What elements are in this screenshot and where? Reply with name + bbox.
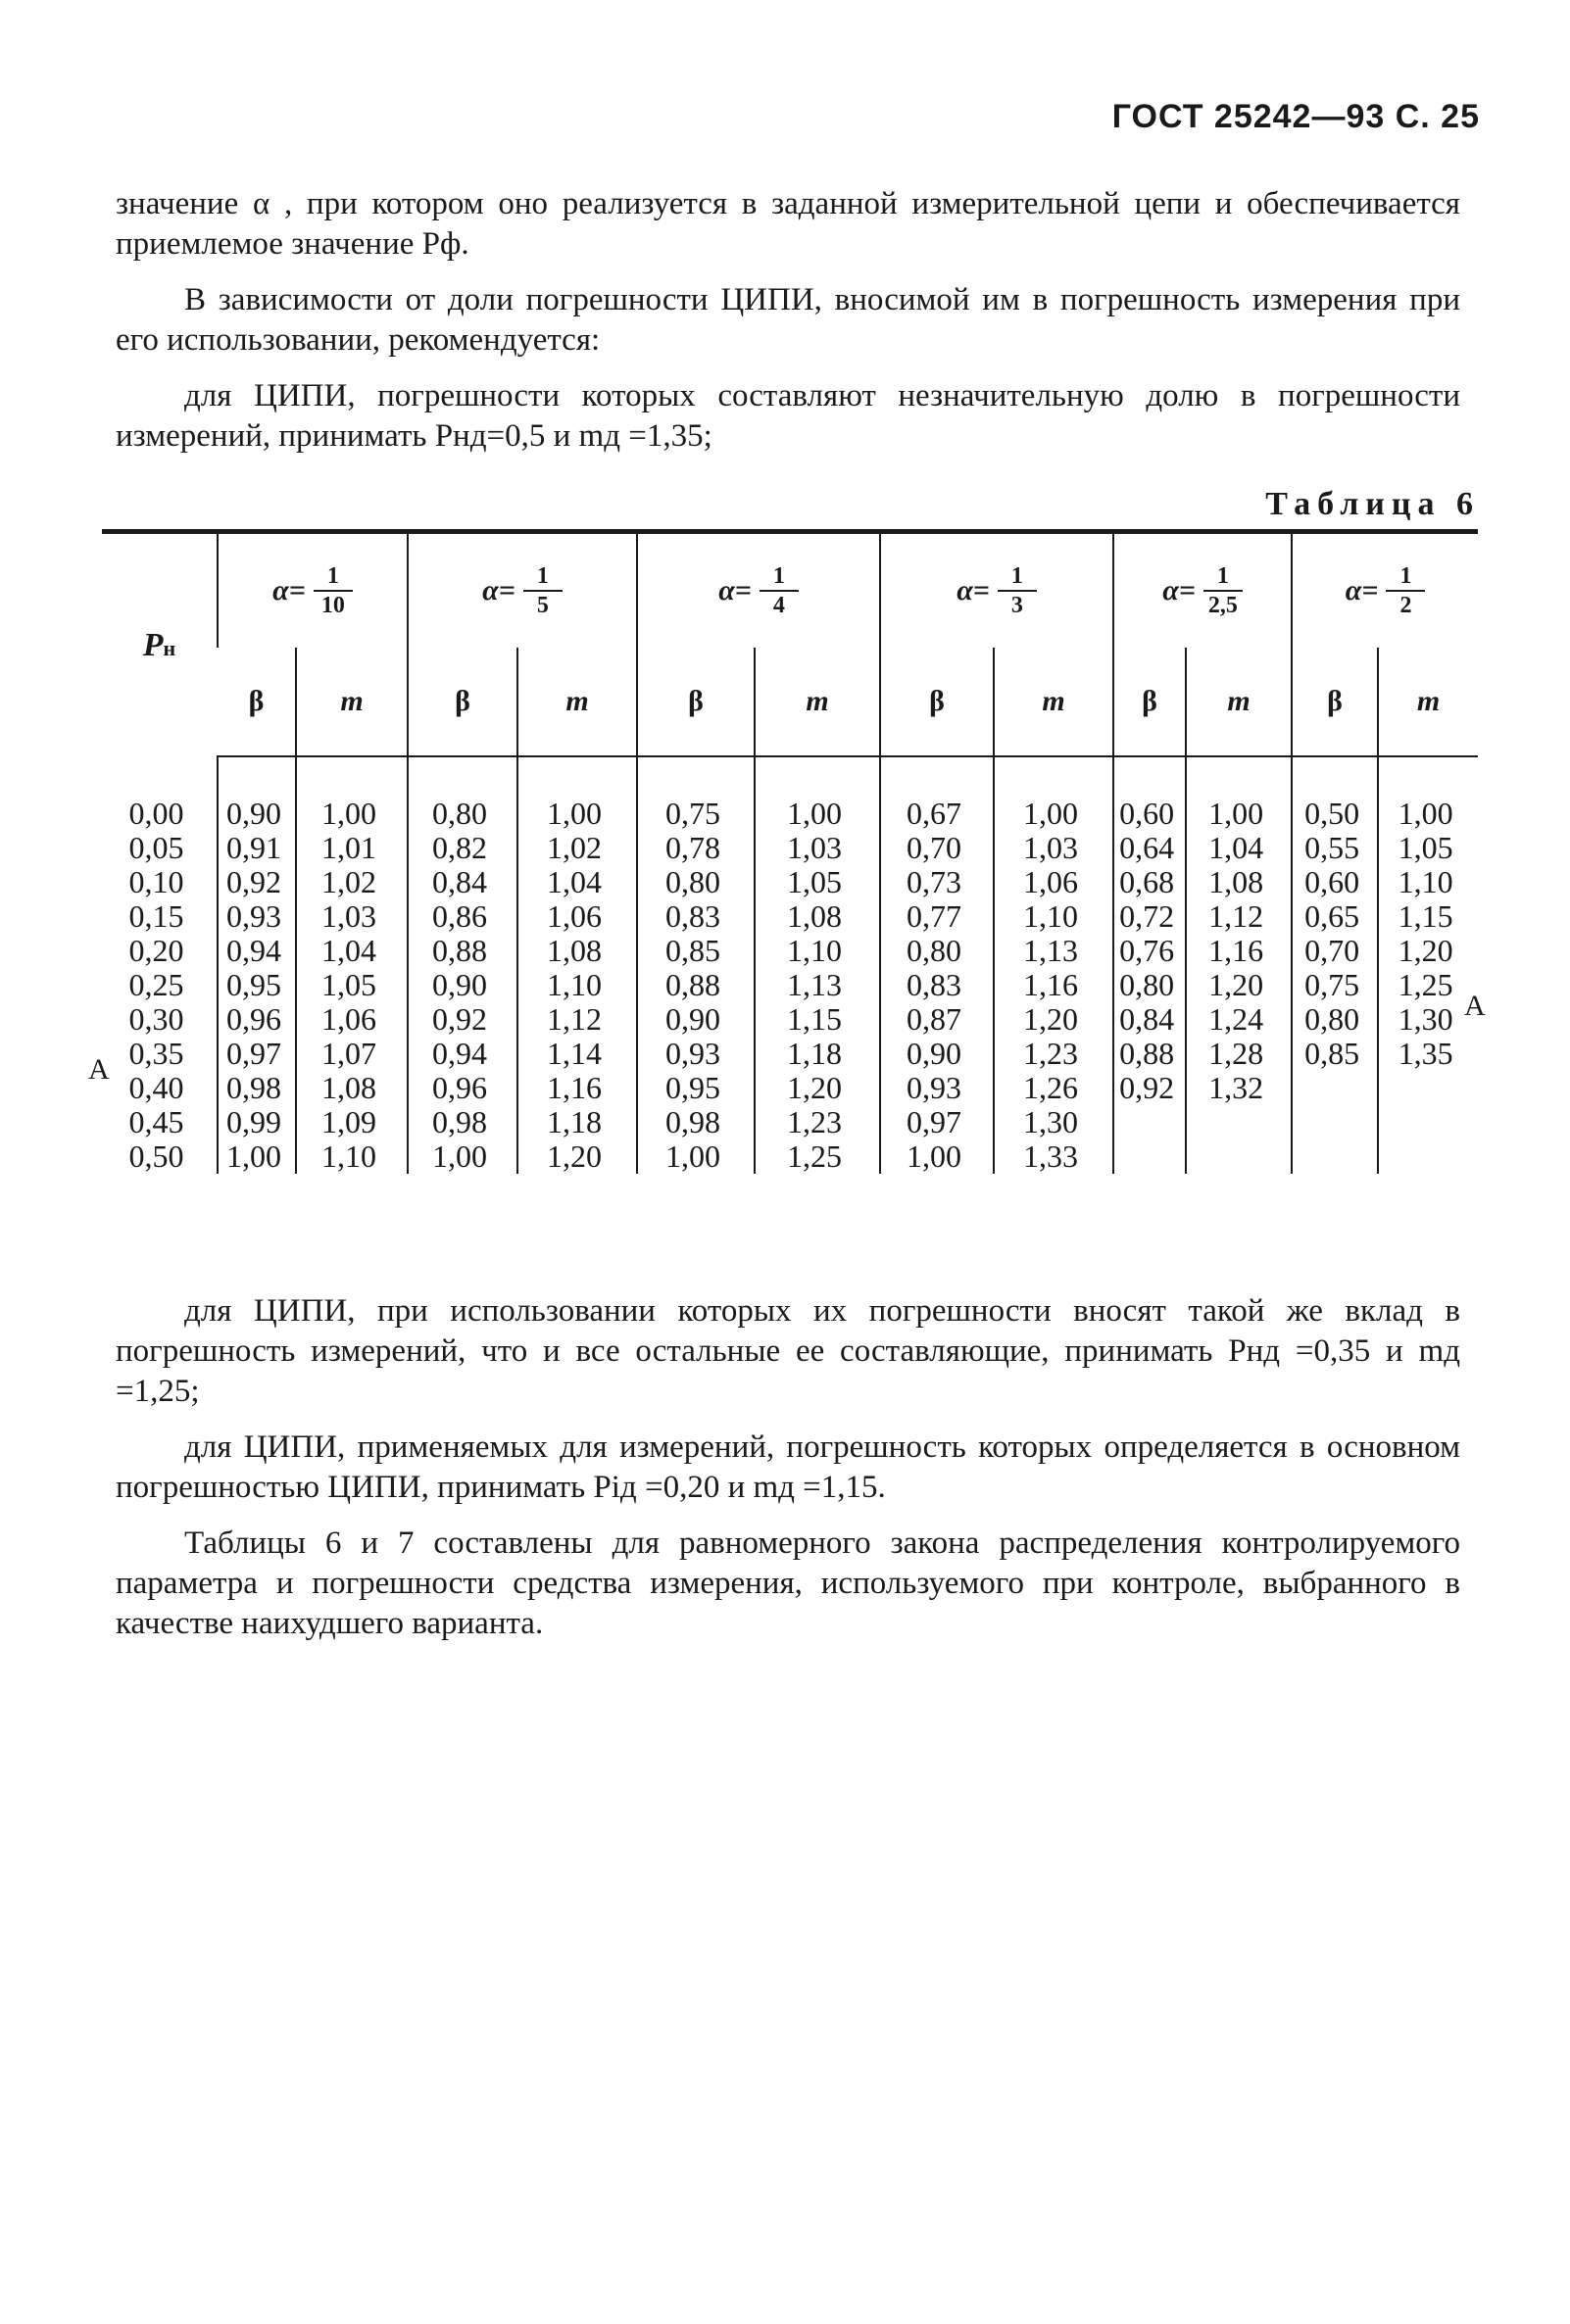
table-cell: 1,10 (755, 934, 880, 968)
fraction-denominator: 2 (1399, 593, 1412, 618)
text-bottom (116, 1291, 1460, 1644)
table-cell: 0,92 (218, 865, 296, 899)
table-cell: 0,87 (880, 1002, 994, 1037)
page-header: ГОСТ 25242—93 С. 25 (1111, 98, 1480, 135)
table-cell: 0,68 (1113, 865, 1186, 899)
table-cell: 0,84 (408, 865, 517, 899)
fraction-numerator: 1 (772, 563, 785, 589)
table-cell: 1,18 (517, 1105, 637, 1139)
table-cell: 0,98 (637, 1105, 755, 1139)
table-cell: 1,32 (1186, 1071, 1292, 1105)
table-cell: 0,65 (1292, 899, 1378, 934)
table-cell: 1,20 (994, 1002, 1113, 1037)
pn-cell: 0,05 (128, 830, 184, 865)
table-cell: 1,02 (296, 865, 408, 899)
table-cell (1378, 1139, 1478, 1174)
table-cell: 1,18 (755, 1037, 880, 1071)
paragraph-3: для ЦИПИ, погрешности которых составляют незначительную долю в погрешности измерений, принимать Pнд=0,5 и mд =1,35; (116, 378, 1460, 454)
group-header (880, 532, 1113, 649)
paragraph-5: для ЦИПИ, применяемых для измерений, погрешность которых определяется в основном погрешностью ЦИПИ, принимать Piд =0,20 и mд =1,15. (116, 1429, 1460, 1505)
alpha-fraction (314, 562, 353, 619)
table-cell: 1,04 (517, 865, 637, 899)
table-row (102, 831, 1478, 865)
alpha-symbol: α= (482, 574, 515, 606)
table-cell: 1,16 (1186, 934, 1292, 968)
table-row (102, 1037, 1478, 1071)
table-cell: 1,28 (1186, 1037, 1292, 1071)
table-cell: 1,23 (755, 1105, 880, 1139)
col-beta: β (637, 648, 755, 756)
mark-right: A (1464, 990, 1486, 1022)
table-cell: 0,96 (408, 1071, 517, 1105)
group-header (218, 532, 408, 649)
table-cell: 0,70 (1292, 934, 1378, 968)
table-cell: 0,60 (1292, 865, 1378, 899)
table-cell: 0,76 (1113, 934, 1186, 968)
table-cell: 0,90 (218, 756, 296, 831)
table-cell: 1,16 (517, 1071, 637, 1105)
fraction-denominator: 2,5 (1207, 593, 1238, 618)
table-cell (1292, 1139, 1378, 1174)
col-m: m (755, 648, 880, 756)
table-cell: 0,93 (880, 1071, 994, 1105)
table-cell: 1,30 (1378, 1002, 1478, 1037)
group-header (637, 532, 880, 649)
table-cell: 1,12 (517, 1002, 637, 1037)
table-cell: 0,77 (880, 899, 994, 934)
pn-cell: 0,20 (128, 933, 184, 968)
table-cell: 1,01 (296, 831, 408, 865)
fraction-denominator: 4 (772, 593, 785, 618)
col-beta: β (1113, 648, 1186, 756)
col-m: m (296, 648, 408, 756)
table-cell: 0,93 (218, 899, 296, 934)
table-cell: 0,94 (408, 1037, 517, 1071)
table-cell: 0,73 (880, 865, 994, 899)
pn-cell: 0,25 (128, 967, 184, 1002)
pn-cell: 0,40 (128, 1070, 184, 1105)
table-cell: 0,83 (637, 899, 755, 934)
table-cell (1186, 1139, 1292, 1174)
table-cell: 1,12 (1186, 899, 1292, 934)
table-row (102, 865, 1478, 899)
fraction-numerator: 1 (326, 563, 339, 589)
table-cell: 1,15 (755, 1002, 880, 1037)
alpha-fraction (1386, 562, 1425, 619)
table-cell: 1,08 (517, 934, 637, 968)
table-cell: 0,64 (1113, 831, 1186, 865)
table-cell: 0,72 (1113, 899, 1186, 934)
fraction-numerator: 1 (1216, 563, 1229, 589)
data-table (102, 529, 1478, 1174)
pn-cell: 0,50 (128, 1138, 184, 1174)
table-cell: 1,13 (994, 934, 1113, 968)
table-cell: 1,10 (994, 899, 1113, 934)
table-cell (1186, 1105, 1292, 1139)
col-m: m (994, 648, 1113, 756)
fraction-denominator: 3 (1010, 593, 1023, 618)
table-cell: 0,88 (1113, 1037, 1186, 1071)
table-cell: 1,00 (408, 1139, 517, 1174)
table-cell: 0,97 (880, 1105, 994, 1139)
table-cell: 0,91 (218, 831, 296, 865)
alpha-symbol: α= (1162, 574, 1196, 606)
table-cell: 1,14 (517, 1037, 637, 1071)
alpha-fraction (1203, 562, 1243, 619)
table-cell: 0,92 (1113, 1071, 1186, 1105)
table-cell: 0,85 (637, 934, 755, 968)
table-cell: 1,00 (296, 756, 408, 831)
table-row (102, 1002, 1478, 1037)
table-cell: 0,98 (218, 1071, 296, 1105)
table-cell: 0,82 (408, 831, 517, 865)
table-cell: 1,10 (1378, 865, 1478, 899)
table-cell: 1,00 (880, 1139, 994, 1174)
row-header: Pн (102, 532, 218, 757)
table-cell: 0,95 (637, 1071, 755, 1105)
fraction-numerator: 1 (1010, 563, 1023, 589)
col-m: m (1186, 648, 1292, 756)
table-cell: 1,05 (755, 865, 880, 899)
group-header (1113, 532, 1292, 649)
table-cell: 1,16 (994, 968, 1113, 1002)
table-cell (1292, 1071, 1378, 1105)
col-m: m (517, 648, 637, 756)
table-cell: 1,04 (296, 934, 408, 968)
alpha-symbol: α= (718, 574, 752, 606)
pn-cell: 0,45 (128, 1104, 184, 1139)
table-cell: 0,97 (218, 1037, 296, 1071)
alpha-symbol: α= (957, 574, 990, 606)
table-cell: 1,33 (994, 1139, 1113, 1174)
table-cell: 1,00 (218, 1139, 296, 1174)
table-cell: 0,94 (218, 934, 296, 968)
table-cell: 0,95 (218, 968, 296, 1002)
table-cell: 0,88 (408, 934, 517, 968)
group-header (1292, 532, 1478, 649)
pn-cell: 0,35 (128, 1036, 184, 1071)
table-cell: 1,00 (755, 756, 880, 831)
table-cell: 0,85 (1292, 1037, 1378, 1071)
table-cell: 1,00 (1378, 756, 1478, 831)
table-cell (1378, 1071, 1478, 1105)
table-cell: 1,13 (755, 968, 880, 1002)
table-cell: 0,86 (408, 899, 517, 934)
table-row (102, 899, 1478, 934)
table-cell: 1,10 (296, 1139, 408, 1174)
fraction-denominator: 10 (320, 593, 345, 618)
fraction-denominator: 5 (536, 593, 549, 618)
table-cell: 0,78 (637, 831, 755, 865)
table-cell: 1,20 (1186, 968, 1292, 1002)
table-cell: 1,10 (517, 968, 637, 1002)
alpha-symbol: α= (1345, 574, 1379, 606)
table-cell (1113, 1105, 1186, 1139)
table-cell: 0,80 (1113, 968, 1186, 1002)
table-cell: 1,07 (296, 1037, 408, 1071)
table-cell: 1,08 (755, 899, 880, 934)
table-cell: 1,30 (994, 1105, 1113, 1139)
pn-cell: 0,10 (128, 864, 184, 899)
table-cell (1292, 1105, 1378, 1139)
col-beta: β (880, 648, 994, 756)
pn-cell: 0,00 (128, 795, 184, 831)
paragraph-2: В зависимости от доли погрешности ЦИПИ, вносимой им в погрешность измерения при его использовании, рекомендуется: (116, 282, 1460, 358)
table-cell: 1,05 (296, 968, 408, 1002)
table-row (102, 1105, 1478, 1139)
table-cell: 1,26 (994, 1071, 1113, 1105)
table-cell: 1,02 (517, 831, 637, 865)
pn-cell: 0,30 (128, 1001, 184, 1037)
table-cell: 0,50 (1292, 756, 1378, 831)
table-cell: 0,90 (637, 1002, 755, 1037)
table-cell: 0,92 (408, 1002, 517, 1037)
table-cell: 0,67 (880, 756, 994, 831)
table-cell: 0,96 (218, 1002, 296, 1037)
table-row (102, 756, 1478, 831)
table-cell: 1,08 (296, 1071, 408, 1105)
alpha-symbol: α= (272, 574, 306, 606)
table-cell: 1,00 (994, 756, 1113, 831)
table-cell (1378, 1105, 1478, 1139)
alpha-fraction (760, 562, 799, 619)
table-cell: 0,98 (408, 1105, 517, 1139)
table-cell: 0,84 (1113, 1002, 1186, 1037)
table-cell: 1,23 (994, 1037, 1113, 1071)
table-cell (1113, 1139, 1186, 1174)
fraction-numerator: 1 (536, 563, 549, 589)
col-beta: β (1292, 648, 1378, 756)
table-cell: 1,06 (517, 899, 637, 934)
table-row (102, 934, 1478, 968)
table-cell: 0,80 (637, 865, 755, 899)
col-beta: β (408, 648, 517, 756)
table-cell: 1,25 (1378, 968, 1478, 1002)
paragraph-1: значение α , при котором оно реализуется в заданной измерительной цепи и обеспечивается приемлемое значение Pф. (116, 186, 1460, 262)
table-cell: 1,00 (1186, 756, 1292, 831)
col-beta: β (218, 648, 296, 756)
alpha-fraction (523, 562, 563, 619)
table-cell: 1,09 (296, 1105, 408, 1139)
table-cell: 0,83 (880, 968, 994, 1002)
table-cell: 0,93 (637, 1037, 755, 1071)
table-title: Таблица 6 (1265, 486, 1480, 522)
table-cell: 1,00 (517, 756, 637, 831)
alpha-fraction (998, 562, 1037, 619)
table-cell: 0,70 (880, 831, 994, 865)
table-cell: 0,80 (880, 934, 994, 968)
mark-left: A (88, 1053, 110, 1086)
table-cell: 1,03 (994, 831, 1113, 865)
table-row (102, 968, 1478, 1002)
table-cell: 0,75 (637, 756, 755, 831)
text-top (116, 184, 1460, 457)
group-header (408, 532, 637, 649)
table-6 (88, 529, 1486, 1174)
paragraph-4: для ЦИПИ, при использовании которых их погрешности вносят такой же вклад в погрешность измерений, что и все остальные ее составляющие, принимать Pнд =0,35 и mд =1,25; (116, 1293, 1460, 1409)
table-cell: 1,05 (1378, 831, 1478, 865)
table-cell: 0,55 (1292, 831, 1378, 865)
table-cell: 1,20 (755, 1071, 880, 1105)
table-cell: 1,00 (637, 1139, 755, 1174)
table-cell: 1,35 (1378, 1037, 1478, 1071)
table-cell: 1,06 (994, 865, 1113, 899)
table-row (102, 1071, 1478, 1105)
table-cell: 0,90 (408, 968, 517, 1002)
table-cell: 0,88 (637, 968, 755, 1002)
table-cell: 0,90 (880, 1037, 994, 1071)
table-row (102, 1139, 1478, 1174)
table-cell: 1,20 (517, 1139, 637, 1174)
table-cell: 1,03 (296, 899, 408, 934)
col-m: m (1378, 648, 1478, 756)
table-cell: 1,20 (1378, 934, 1478, 968)
fraction-numerator: 1 (1399, 563, 1412, 589)
table-cell: 0,99 (218, 1105, 296, 1139)
table-cell: 1,06 (296, 1002, 408, 1037)
table-cell: 1,04 (1186, 831, 1292, 865)
table-cell: 0,80 (408, 756, 517, 831)
pn-cell: 0,15 (128, 898, 184, 934)
table-cell: 1,25 (755, 1139, 880, 1174)
table-cell: 1,24 (1186, 1002, 1292, 1037)
paragraph-6: Таблицы 6 и 7 составлены для равномерного закона распределения контролируемого параметра и погрешности средства измерения, используемого при контроле, выбранного в качестве наихудшего варианта. (116, 1525, 1460, 1641)
table-cell: 0,75 (1292, 968, 1378, 1002)
table-cell: 1,15 (1378, 899, 1478, 934)
table-cell: 0,60 (1113, 756, 1186, 831)
table-cell: 1,03 (755, 831, 880, 865)
table-cell: 1,08 (1186, 865, 1292, 899)
table-cell: 0,80 (1292, 1002, 1378, 1037)
